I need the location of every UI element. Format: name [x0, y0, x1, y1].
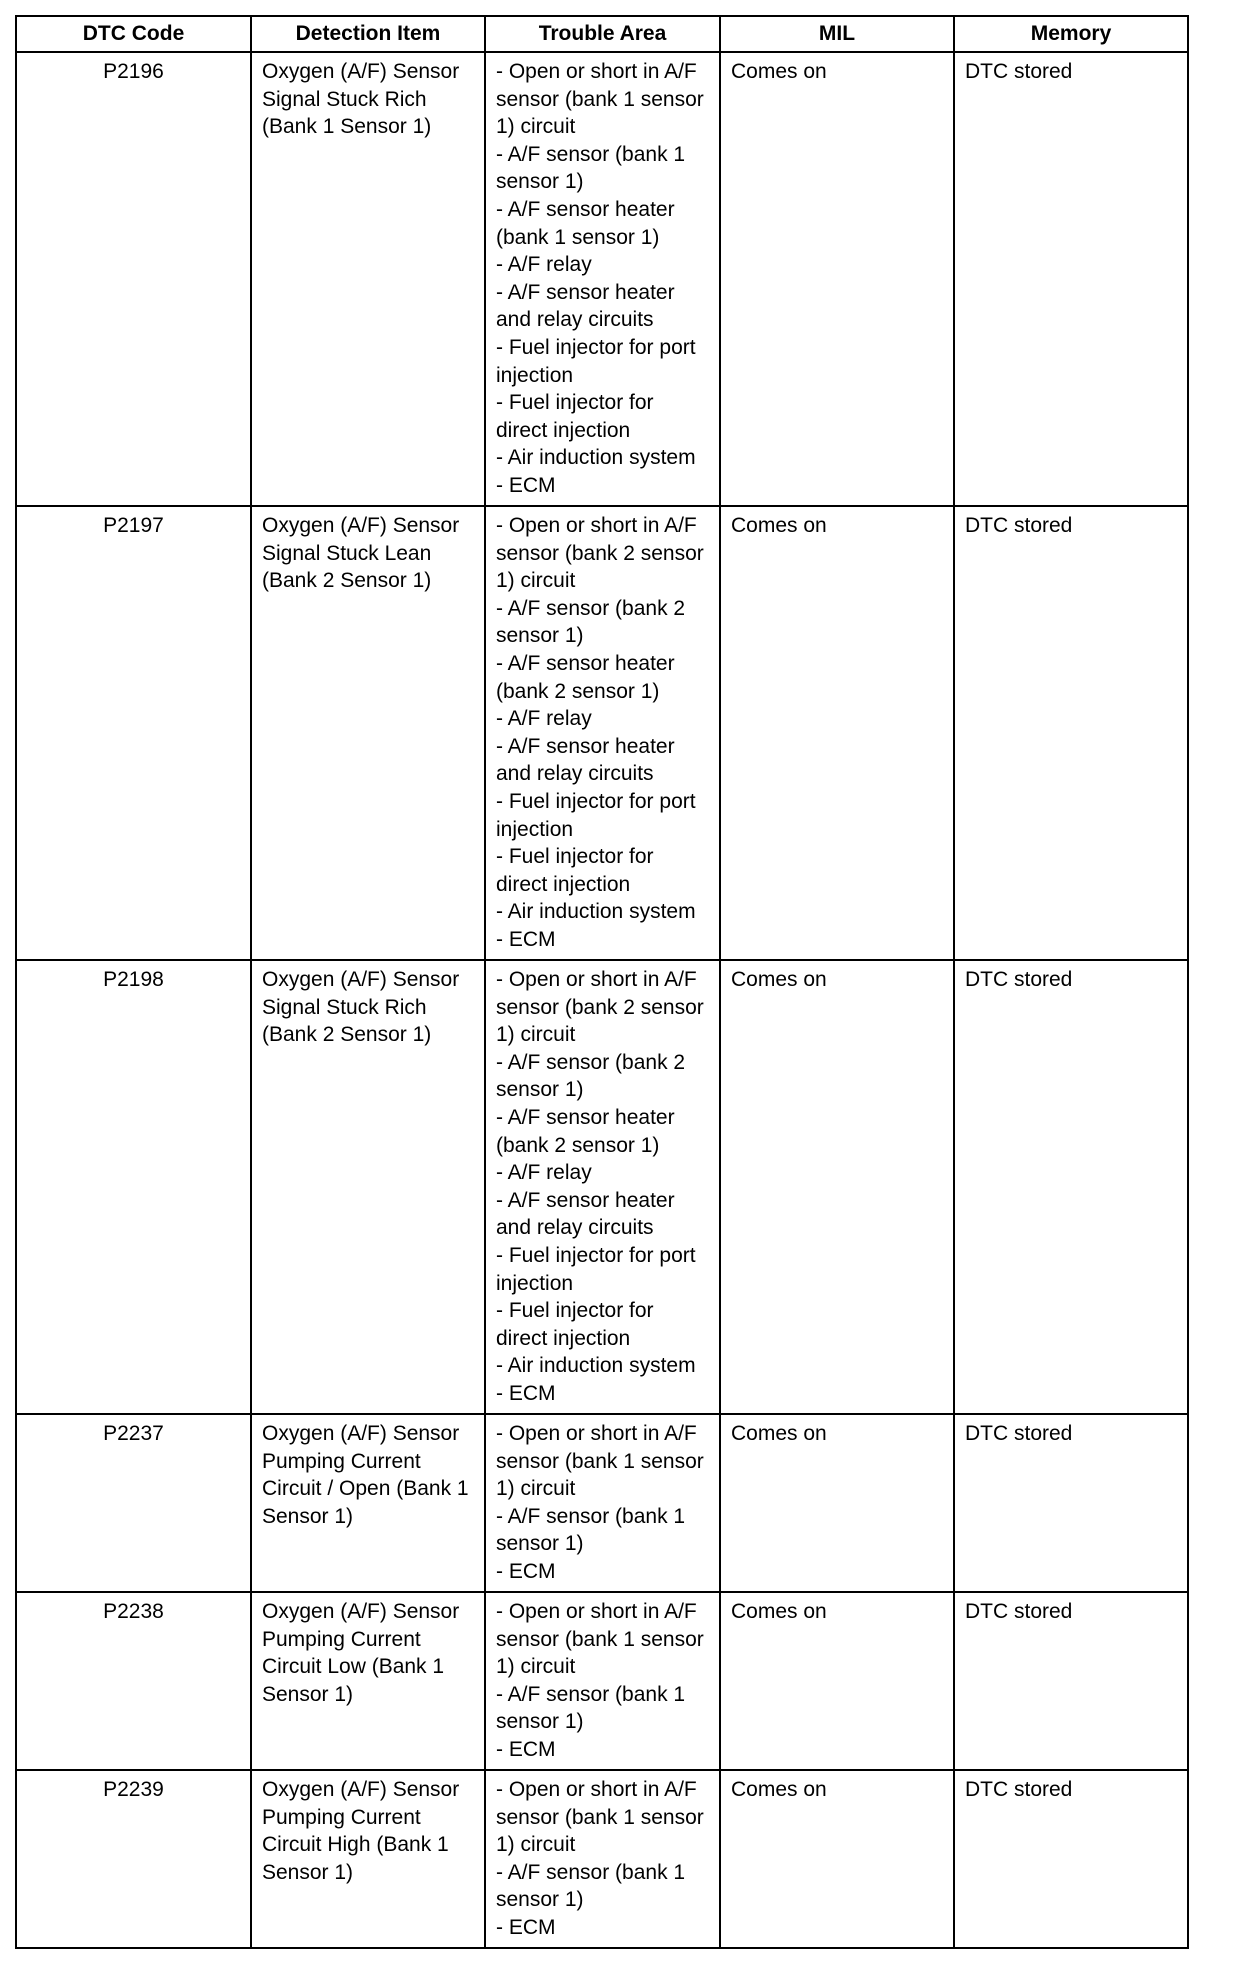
table-row: [16, 506, 1188, 960]
detection-item-cell: Oxygen (A/F) Sensor Signal Stuck Lean (Bank 2 Sensor 1): [251, 506, 485, 960]
trouble-area-item: - A/F sensor (bank 1 sensor 1): [496, 1504, 686, 1556]
trouble-area-item: - A/F relay: [496, 707, 592, 731]
trouble-area-item: - Open or short in A/F sensor (bank 1 sensor 1) circuit: [496, 1778, 704, 1857]
dtc-code-cell: P2196: [16, 52, 251, 506]
memory-cell: DTC stored: [954, 960, 1188, 1414]
memory-cell: DTC stored: [954, 52, 1188, 506]
trouble-area-cell: [485, 506, 720, 960]
table-row: [16, 52, 1188, 506]
dtc-code-cell: P2238: [16, 1592, 251, 1770]
trouble-area-item: - ECM: [496, 1915, 556, 1939]
trouble-area-item: - ECM: [496, 1559, 556, 1583]
memory-cell: DTC stored: [954, 1414, 1188, 1592]
detection-item-cell: Oxygen (A/F) Sensor Pumping Current Circuit High (Bank 1 Sensor 1): [251, 1770, 485, 1948]
trouble-area-item: - Air induction system: [496, 900, 696, 924]
trouble-area-cell: [485, 1592, 720, 1770]
dtc-code-cell: P2239: [16, 1770, 251, 1948]
detection-item-cell: Oxygen (A/F) Sensor Pumping Current Circuit / Open (Bank 1 Sensor 1): [251, 1414, 485, 1592]
trouble-area-item: - Open or short in A/F sensor (bank 1 sensor 1) circuit: [496, 1422, 704, 1501]
dtc-table: [15, 15, 1189, 1949]
memory-cell: DTC stored: [954, 1592, 1188, 1770]
trouble-area-item: - A/F relay: [496, 1161, 592, 1185]
mil-cell: Comes on: [720, 1770, 954, 1948]
trouble-area-item: - Fuel injector for direct injection: [496, 845, 654, 896]
header-row: [16, 16, 1188, 52]
table-body: [16, 52, 1188, 1948]
header-detection-item: Detection Item: [251, 16, 485, 52]
table-header: [16, 16, 1188, 52]
trouble-area-item: - Fuel injector for port injection: [496, 335, 696, 387]
mil-cell: Comes on: [720, 1414, 954, 1592]
header-trouble-area: Trouble Area: [485, 16, 720, 52]
memory-cell: DTC stored: [954, 506, 1188, 960]
mil-cell: Comes on: [720, 506, 954, 960]
trouble-area-cell: [485, 960, 720, 1414]
dtc-code-cell: P2198: [16, 960, 251, 1414]
header-mil: MIL: [720, 16, 954, 52]
mil-cell: Comes on: [720, 52, 954, 506]
trouble-area-item: - A/F sensor heater and relay circuits: [496, 280, 675, 332]
trouble-area-item: - Open or short in A/F sensor (bank 1 sensor 1) circuit: [496, 1600, 704, 1679]
trouble-area-item: - ECM: [496, 927, 556, 951]
table-row: [16, 1414, 1188, 1592]
trouble-area-item: - Fuel injector for direct injection: [496, 1299, 654, 1350]
detection-item-cell: Oxygen (A/F) Sensor Signal Stuck Rich (Bank 2 Sensor 1): [251, 960, 485, 1414]
trouble-area-item: - A/F sensor (bank 1 sensor 1): [496, 1860, 686, 1912]
trouble-area-item: - Fuel injector for port injection: [496, 789, 696, 841]
dtc-code-cell: P2237: [16, 1414, 251, 1592]
trouble-area-item: - Open or short in A/F sensor (bank 1 sensor 1) circuit: [496, 60, 704, 139]
trouble-area-item: - ECM: [496, 1737, 556, 1761]
detection-item-cell: Oxygen (A/F) Sensor Signal Stuck Rich (Bank 1 Sensor 1): [251, 52, 485, 506]
mil-cell: Comes on: [720, 1592, 954, 1770]
trouble-area-item: - A/F sensor heater (bank 2 sensor 1): [496, 651, 675, 703]
trouble-area-item: - Air induction system: [496, 1354, 696, 1378]
trouble-area-item: - A/F sensor (bank 2 sensor 1): [496, 1050, 686, 1102]
trouble-area-item: - A/F sensor heater (bank 2 sensor 1): [496, 1105, 675, 1157]
trouble-area-item: - A/F relay: [496, 253, 592, 277]
trouble-area-item: - Fuel injector for direct injection: [496, 391, 654, 442]
trouble-area-cell: [485, 1414, 720, 1592]
trouble-area-item: - A/F sensor (bank 2 sensor 1): [496, 596, 686, 648]
trouble-area-item: - A/F sensor (bank 1 sensor 1): [496, 142, 686, 194]
trouble-area-item: - Open or short in A/F sensor (bank 2 sensor 1) circuit: [496, 514, 704, 593]
trouble-area-cell: [485, 52, 720, 506]
trouble-area-item: - A/F sensor heater and relay circuits: [496, 1188, 675, 1240]
trouble-area-item: - Air induction system: [496, 446, 696, 470]
memory-cell: DTC stored: [954, 1770, 1188, 1948]
header-memory: Memory: [954, 16, 1188, 52]
table-row: [16, 1592, 1188, 1770]
trouble-area-cell: [485, 1770, 720, 1948]
trouble-area-item: - A/F sensor heater (bank 1 sensor 1): [496, 197, 675, 249]
dtc-code-cell: P2197: [16, 506, 251, 960]
trouble-area-item: - ECM: [496, 473, 556, 497]
trouble-area-item: - Open or short in A/F sensor (bank 2 sensor 1) circuit: [496, 968, 704, 1047]
detection-item-cell: Oxygen (A/F) Sensor Pumping Current Circuit Low (Bank 1 Sensor 1): [251, 1592, 485, 1770]
mil-cell: Comes on: [720, 960, 954, 1414]
trouble-area-item: - A/F sensor heater and relay circuits: [496, 734, 675, 786]
header-dtc-code: DTC Code: [16, 16, 251, 52]
trouble-area-item: - A/F sensor (bank 1 sensor 1): [496, 1682, 686, 1734]
table-row: [16, 960, 1188, 1414]
trouble-area-item: - Fuel injector for port injection: [496, 1243, 696, 1295]
table-row: [16, 1770, 1188, 1948]
trouble-area-item: - ECM: [496, 1381, 556, 1405]
